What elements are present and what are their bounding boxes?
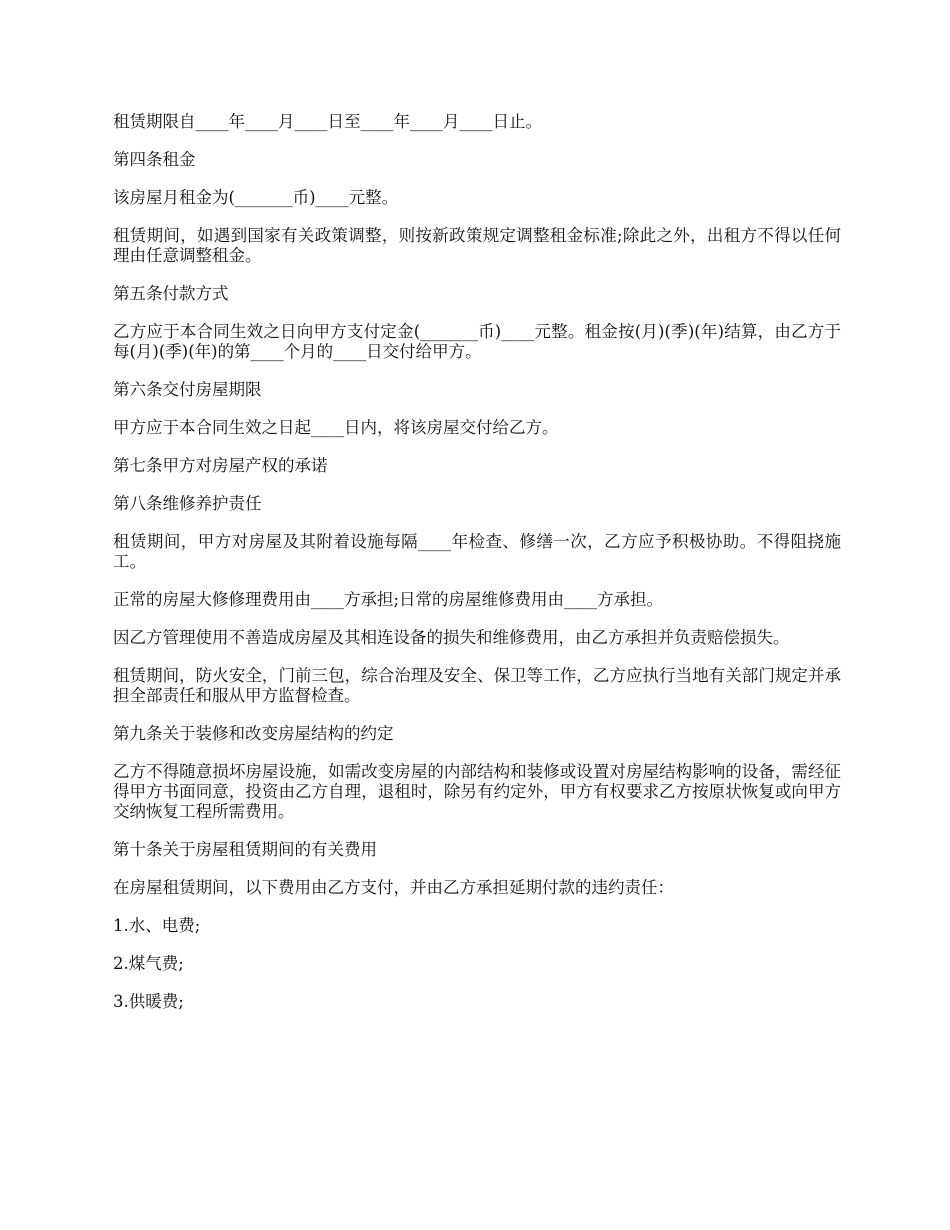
article-7-heading: 第七条甲方对房屋产权的承诺 (113, 456, 328, 475)
document-body (113, 112, 841, 1012)
article-8-heading: 第八条维修养护责任 (113, 494, 262, 513)
list-item: 3.供暖费; (113, 992, 184, 1011)
article-10-heading: 第十条关于房屋租赁期间的有关费用 (113, 840, 377, 859)
article-4-heading: 第四条租金 (113, 150, 196, 169)
article-6-heading: 第六条交付房屋期限 (113, 380, 262, 399)
rent-adjustment-clause: 租赁期间，如遇到国家有关政策调整，则按新政策规定调整租金标准;除此之外，出租方不得以任何理由任意调整租金。 (113, 226, 841, 265)
renovation-clause: 乙方不得随意损坏房屋设施，如需改变房屋的内部结构和装修或设置对房屋结构影响的设备，需经征得甲方书面同意，投资由乙方自理，退租时，除另有约定外，甲方有权要求乙方按原状恢复或向甲方交纳恢复工程所需费用。 (113, 762, 841, 821)
article-9-heading: 第九条关于装修和改变房屋结构的约定 (113, 724, 394, 743)
repair-cost-clause: 正常的房屋大修修理费用由____方承担;日常的房屋维修费用由____方承担。 (113, 590, 664, 609)
list-item: 2.煤气费; (113, 954, 184, 973)
payment-method-clause: 乙方应于本合同生效之日向甲方支付定金(_______币)____元整。租金按(月)(季)(年)结算，由乙方于每(月)(季)(年)的第____个月的____日交付给甲方。 (113, 322, 841, 361)
expenses-intro-clause: 在房屋租赁期间，以下费用由乙方支付，并由乙方承担延期付款的违约责任： (113, 878, 674, 897)
damage-liability-clause: 因乙方管理使用不善造成房屋及其相连设备的损失和维修费用，由乙方承担并负责赔偿损失。 (113, 628, 790, 647)
lease-term-clause: 租赁期限自____年____月____日至____年____月____日止。 (113, 112, 542, 131)
inspection-clause: 租赁期间，甲方对房屋及其附着设施每隔____年检查、修缮一次，乙方应予积极协助。不得阻挠施工。 (113, 532, 841, 571)
safety-responsibility-clause: 租赁期间，防火安全，门前三包，综合治理及安全、保卫等工作，乙方应执行当地有关部门规定并承担全部责任和服从甲方监督检查。 (113, 666, 841, 705)
monthly-rent-clause: 该房屋月租金为(_______币)____元整。 (113, 188, 399, 207)
article-5-heading: 第五条付款方式 (113, 284, 229, 303)
list-item: 1.水、电费; (113, 916, 201, 935)
delivery-period-clause: 甲方应于本合同生效之日起____日内，将该房屋交付给乙方。 (113, 418, 559, 437)
